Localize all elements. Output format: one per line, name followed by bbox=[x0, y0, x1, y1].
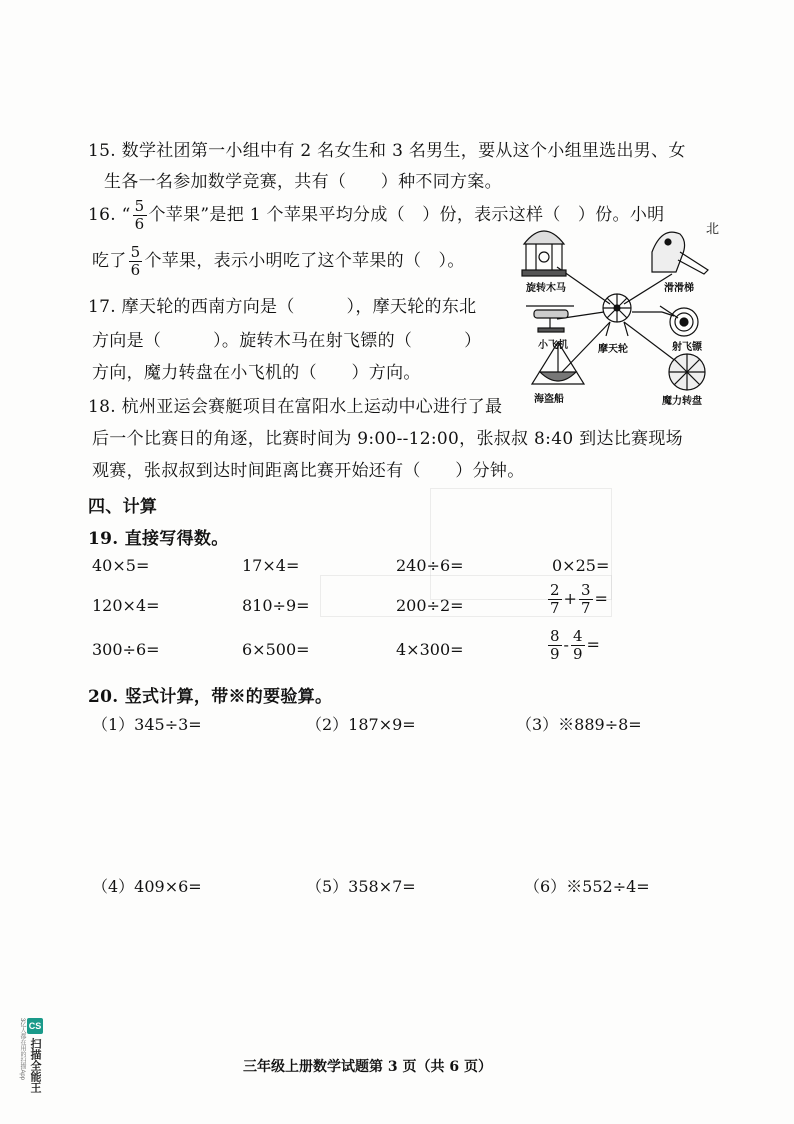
calc-fraction-add: $\frac{2}{7}$ + $\frac{3}{7}$ = bbox=[550, 581, 608, 617]
darts-target-icon bbox=[660, 306, 698, 336]
label-ferris-wheel: 摩天轮 bbox=[598, 344, 628, 355]
ferris-wheel-icon bbox=[603, 294, 631, 336]
vertical-calc-item: （5）358×7= bbox=[306, 877, 416, 896]
section-4-heading: 四、计算 bbox=[88, 497, 158, 517]
scanner-watermark bbox=[19, 1018, 45, 1118]
q18-line1: 18. 杭州亚运会赛艇项目在富阳水上运动中心进行了最 bbox=[88, 397, 503, 417]
q16-line2: 吃了 $\frac{5}{6}$ 个苹果，表示小明吃了这个苹果的（ ）。 bbox=[92, 243, 465, 279]
calc-item: 0×25= bbox=[552, 556, 610, 575]
small-plane-icon bbox=[526, 306, 574, 332]
fraction-five-sixths: $\frac{5}{6}$ bbox=[134, 197, 145, 233]
vertical-calc-item: （2）187×9= bbox=[306, 715, 416, 734]
q17-line2: 方向是（ ）。旋转木马在射飞镖的（ ） bbox=[92, 331, 482, 351]
q16-text: 个苹果”是把 1 个苹果平均分成（ ）份，表示这样（ ）份。小明 bbox=[148, 205, 665, 225]
q16-quote: “ bbox=[121, 205, 131, 225]
q16-number: 16. bbox=[88, 205, 116, 225]
park-map-drawing bbox=[512, 212, 712, 412]
label-carousel: 旋转木马 bbox=[526, 283, 566, 294]
label-small-plane: 小飞机 bbox=[538, 340, 568, 351]
q15-line1: 15. 数学社团第一小组中有 2 名女生和 3 名男生，要从这个小组里选出男、女 bbox=[88, 141, 686, 161]
scanner-logo: CS bbox=[27, 1018, 43, 1034]
label-pirate-ship: 海盗船 bbox=[534, 394, 564, 405]
q17-line3: 方向，魔力转盘在小飞机的（ ）方向。 bbox=[92, 363, 421, 383]
vertical-calc-item: （4）409×6= bbox=[92, 877, 202, 896]
page-footer: 三年级上册数学试题第 3 页（共 6 页） bbox=[243, 1059, 492, 1075]
q18-line3: 观赛，张叔叔到达时间距离比赛开始还有（ ）分钟。 bbox=[92, 461, 525, 481]
scanner-tagline: 3亿人都在用的扫描App bbox=[19, 1018, 25, 1081]
vertical-calc-item: （3）※889÷8= bbox=[516, 715, 642, 734]
q17-line1: 17. 摩天轮的西南方向是（ ），摩天轮的东北 bbox=[88, 297, 477, 317]
label-magic-turntable: 魔力转盘 bbox=[662, 396, 702, 407]
vertical-calc-item: （1）345÷3= bbox=[92, 715, 202, 734]
calc-item: 200÷2= bbox=[396, 596, 464, 615]
calc-item: 17×4= bbox=[242, 556, 300, 575]
q20-title: 20. 竖式计算，带※的要验算。 bbox=[88, 687, 333, 707]
fraction-five-sixths: $\frac{5}{6}$ bbox=[130, 243, 141, 279]
calc-item: 40×5= bbox=[92, 556, 150, 575]
q15-line2: 生各一名参加数学竞赛，共有（ ）种不同方案。 bbox=[104, 172, 502, 192]
calc-item: 300÷6= bbox=[92, 640, 160, 659]
vertical-calc-item: （6）※552÷4= bbox=[524, 877, 650, 896]
label-slide: 滑滑梯 bbox=[664, 283, 694, 294]
q19-title: 19. 直接写得数。 bbox=[88, 529, 229, 549]
calc-item: 120×4= bbox=[92, 596, 160, 615]
calc-item: 6×500= bbox=[242, 640, 310, 659]
calc-item: 810÷9= bbox=[242, 596, 310, 615]
park-map-figure bbox=[512, 212, 720, 412]
label-darts: 射飞镖 bbox=[672, 342, 702, 353]
north-label: 北 bbox=[706, 222, 720, 237]
scanner-name: 扫描全能王 bbox=[29, 1038, 41, 1093]
magic-turntable-icon bbox=[669, 354, 705, 390]
calc-item: 240÷6= bbox=[396, 556, 464, 575]
calc-fraction-subtract: $\frac{8}{9}$ - $\frac{4}{9}$ = bbox=[550, 627, 600, 663]
calc-item: 4×300= bbox=[396, 640, 464, 659]
q18-line2: 后一个比赛日的角逐，比赛时间为 9:00--12:00，张叔叔 8:40 到达比赛现场 bbox=[92, 429, 683, 449]
slide-icon bbox=[652, 232, 708, 274]
